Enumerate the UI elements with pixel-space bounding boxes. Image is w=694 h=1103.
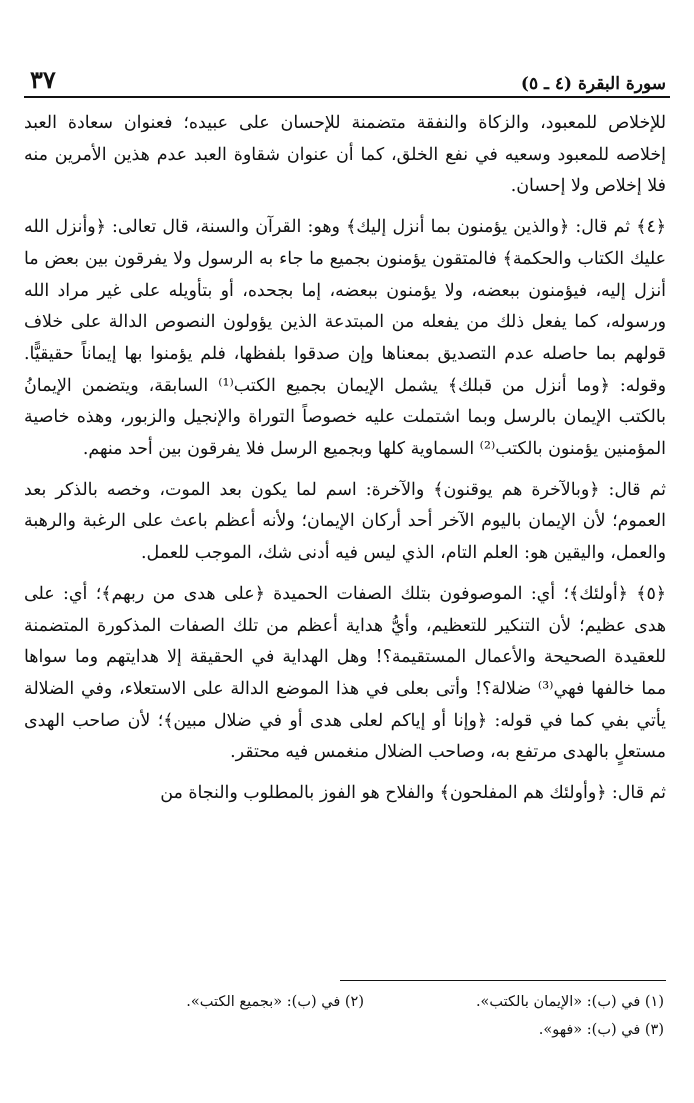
surah-title: سورة البقرة (٤ ـ ٥) [520, 74, 666, 94]
header-rule [24, 96, 670, 98]
running-header [30, 60, 666, 94]
paragraph: ﴿٥﴾ ﴿أولئك﴾؛ أي: الموصوفون بتلك الصفات الحميدة ﴿على هدى من ربهم﴾؛ أي: على هدى عظيم؛ لأن التنكير للتعظيم، وأيُّ هداية أعظم من تلك الصفات المذكورة المتضمنة للعقيدة الصحيحة والأعمال المستقيمة؟! وهل الهداية في الحقيقة إلا هدايتهم وما سواها مما خالفها فهي⁽³⁾ ضلالة؟! وأتى بعلى في هذا الموضع الدالة على الاستعلاء، وفي الضلالة يأتي بفي كما في قوله: ﴿وإنا أو إياكم لعلى هدى أو في ضلال مبين﴾؛ لأن صاحب الهدى مستعلٍ بالهدى مرتفع به، وصاحب الضلال منغمس فيه محتقر. [24, 583, 667, 763]
footnote-2: (٢) في (ب): «بجميع الكتب». [186, 994, 364, 1010]
footnotes [24, 988, 664, 1044]
footnote-1: (١) في (ب): «الإيمان بالكتب». [475, 994, 664, 1010]
footnote-row [24, 988, 664, 1016]
footnote-3: (٣) في (ب): «فهو». [538, 1022, 664, 1038]
paragraph: ﴿٤﴾ ثم قال: ﴿والذين يؤمنون بما أنزل إليك﴾ وهو: القرآن والسنة، قال تعالى: ﴿وأنزل الله عليك الكتاب والحكمة﴾ فالمتقون يؤمنون بجميع ما جاء به الرسول ولا يفرقون بين بعض ما أنزل إليه، فيؤمنون ببعضه، ولا يؤمنون ببعضه، إما بجحده، أو بتأويله على غير مراد الله ورسوله، كما يفعل ذلك من يفعله من المبتدعة الذين يؤولون النصوص الدالة على خلاف قولهم بما حاصله عدم التصديق بمعناها وإن صدقوا بلفظها، فلم يؤمنوا بها إيماناً حقيقيًّا. وقوله: ﴿وما أنزل من قبلك﴾ يشمل الإيمان بجميع الكتب⁽¹⁾ السابقة، ويتضمن الإيمانُ بالكتب الإيمان بالرسل وبما اشتملت عليه خصوصاً التوراة والإنجيل والزبور، وهذه خاصية المؤمنين يؤمنون بالكتب⁽²⁾ السماوية كلها وبجميع الرسل فلا يفرقون بين أحد منهم. [24, 217, 667, 460]
paragraph: ثم قال: ﴿وبالآخرة هم يوقنون﴾ والآخرة: اسم لما يكون بعد الموت، وخصه بالذكر بعد العموم؛ لأن الإيمان باليوم الآخر أحد أركان الإيمان؛ ولأنه أعظم باعث على الرغبة والرهبة والعمل، واليقين هو: العلم التام، الذي ليس فيه أدنى شك، الموجب للعمل. [24, 479, 666, 564]
paragraph: ثم قال: ﴿وأولئك هم المفلحون﴾ والفلاح هو الفوز بالمطلوب والنجاة من [160, 783, 666, 804]
paragraph: للإخلاص للمعبود، والزكاة والنفقة متضمنة للإحسان على عبيده؛ فعنوان سعادة العبد إخلاصه للمعبود وسعيه في نفع الخلق، كما أن عنوان شقاوة العبد عدم هذين الأمرين منه فلا إخلاص ولا إحسان. [24, 113, 666, 197]
page-number: ٣٧ [30, 65, 56, 94]
main-text [24, 108, 666, 819]
footnote-separator [340, 980, 666, 981]
footnote-row [24, 1016, 664, 1044]
